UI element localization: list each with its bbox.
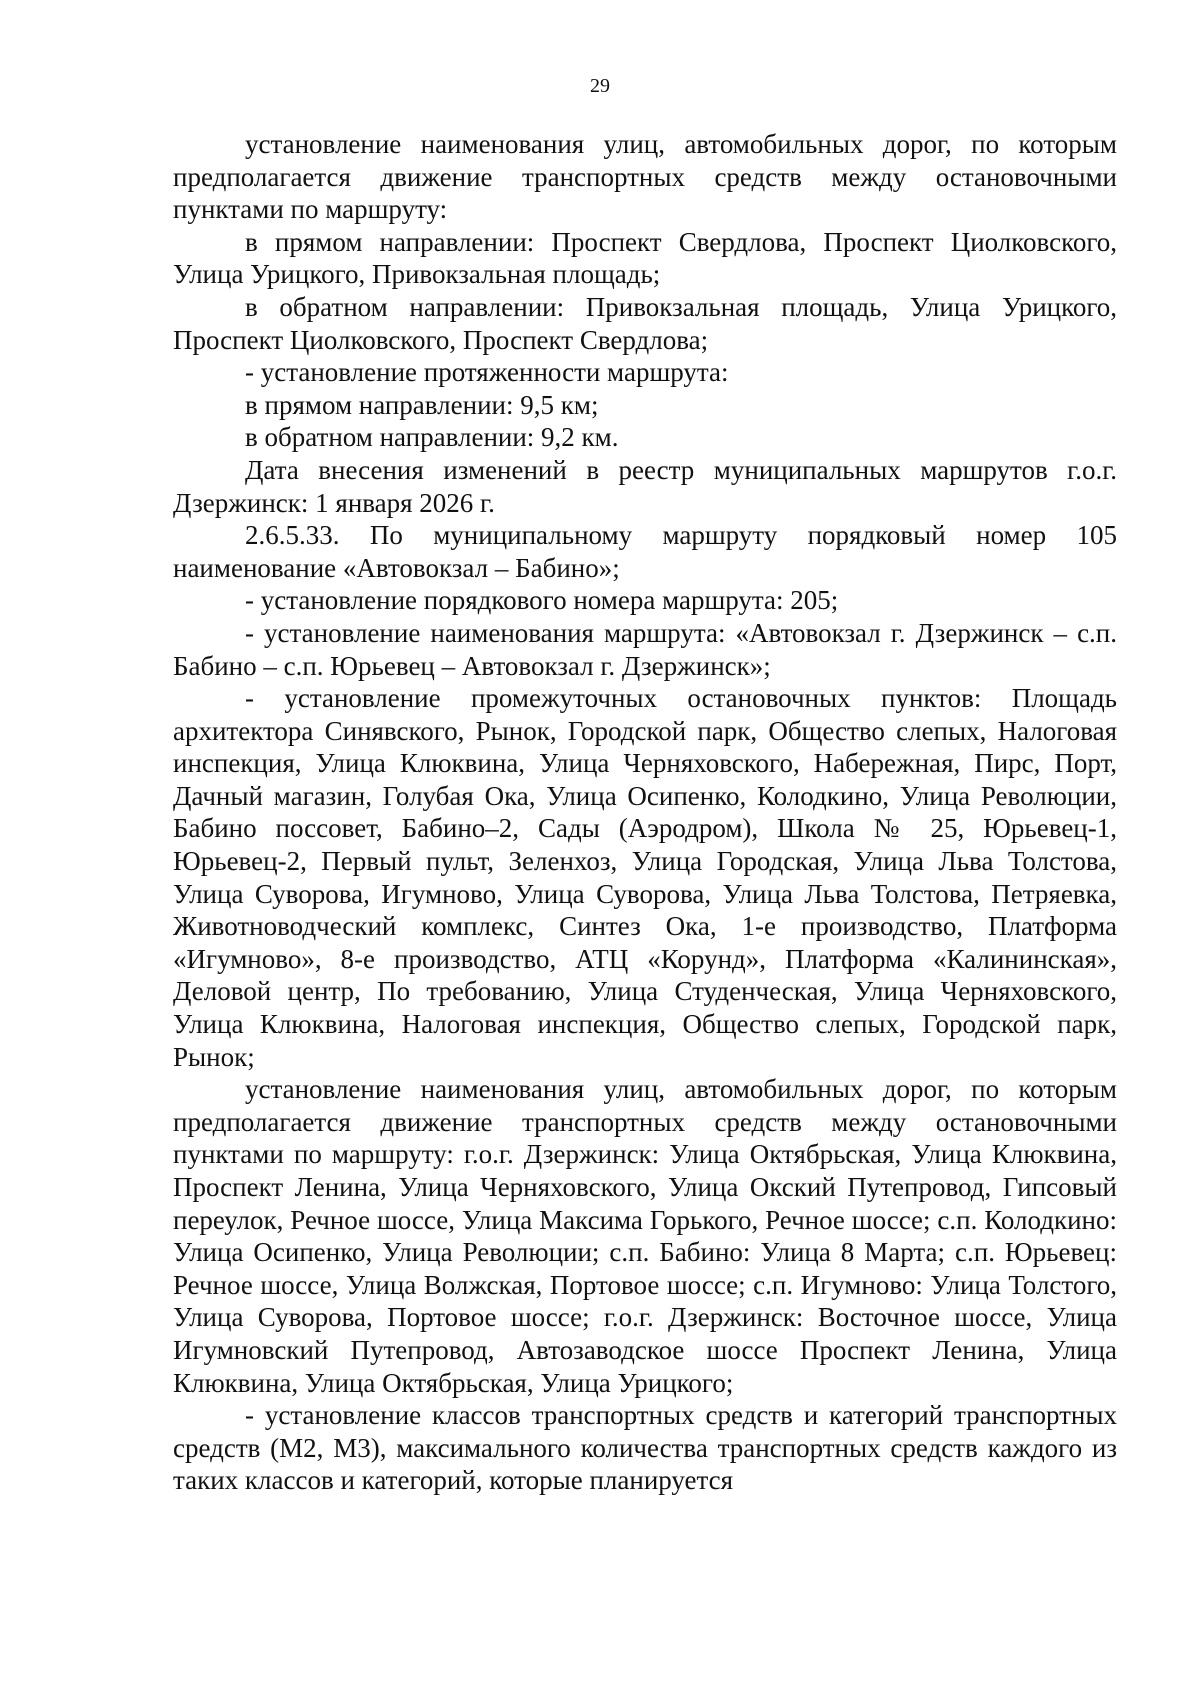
page-number: 29 <box>590 75 610 97</box>
paragraph-registry-date: Дата внесения изменений в реестр муниципальных маршрутов г.о.г. Дзержинск: 1 января 2026 г. <box>173 454 1117 518</box>
paragraph-route-name: - установление наименования маршрута: «Автовокзал г. Дзержинск – с.п. Бабино – с.п. Юрьевец – Автовокзал г. Дзержинск»; <box>173 617 1117 681</box>
paragraph-forward-direction-streets: в прямом направлении: Проспект Свердлова, Проспект Циолковского, Улица Урицкого, Привокзальная площадь; <box>173 226 1117 290</box>
paragraph-route-streets: установление наименования улиц, автомобильных дорог, по которым предполагается движение транспортных средств между остановочными пунктами по маршруту: г.о.г. Дзержинск: Улица Октябрьская, Улица Клюквина, Проспект Ленина, Улица Черняховского, Улица Окский Путепровод, Гипсовый переулок, Речное шоссе, Улица Максима Горького, Речное шоссе; с.п. Колодкино: Улица Осипенко, Улица Революции; с.п. Бабино: Улица 8 Марта; с.п. Юрьевец: Речное шоссе, Улица Волжская, Портовое шоссе; с.п. Игумново: Улица Толстого, Улица Суворова, Портовое шоссе; г.о.г. Дзержинск: Восточное шоссе, Улица Игумновский Путепровод, Автозаводское шоссе Проспект Ленина, Улица Клюквина, Улица Октябрьская, Улица Урицкого; <box>173 1074 1117 1398</box>
paragraph-route-number: - установление порядкового номера маршрута: 205; <box>245 585 839 616</box>
paragraph-intermediate-stops: - установление промежуточных остановочных пунктов: Площадь архитектора Синявского, Рынок, Городской парк, Общество слепых, Налоговая инспекция, Улица Клюквина, Улица Черняховского, Набережная, Пирс, Порт, Дачный магазин, Голубая Ока, Улица Осипенко, Колодкино, Улица Революции, Бабино поссовет, Бабино–2, Сады (Аэродром), Школа № 25, Юрьевец-1, Юрьевец-2, Первый пульт, Зеленхоз, Улица Городская, Улица Льва Толстова, Улица Суворова, Игумново, Улица Суворова, Улица Льва Толстова, Петряевка, Животноводческий комплекс, Синтез Ока, 1-е производство, Платформа «Игумново», 8-е производство, АТЦ «Корунд», Платформа «Калининская», Деловой центр, По требованию, Улица Студенческая, Улица Черняховского, Улица Клюквина, Налоговая инспекция, Общество слепых, Городской парк, Рынок; <box>173 683 1117 1072</box>
paragraph-street-names-intro: установление наименования улиц, автомобильных дорог, по которым предполагается движение транспортных средств между остановочными пунктами по маршруту: <box>173 129 1117 225</box>
paragraph-route-length-heading: - установление протяженности маршрута: <box>245 357 729 388</box>
document-body <box>173 128 1117 1497</box>
paragraph-reverse-direction-streets: в обратном направлении: Привокзальная площадь, Улица Урицкого, Проспект Циолковского, Проспект Свердлова; <box>173 291 1117 355</box>
paragraph-vehicle-classes: - установление классов транспортных средств и категорий транспортных средств (М2, М3), максимального количества транспортных средств каждого из таких классов и категорий, которые планируется <box>173 1400 1117 1496</box>
paragraph-section-2-6-5-33: 2.6.5.33. По муниципальному маршруту порядковый номер 105 наименование «Автовокзал – Бабино»; <box>173 520 1117 583</box>
paragraph-forward-length: в прямом направлении: 9,5 км; <box>245 389 599 420</box>
paragraph-reverse-length: в обратном направлении: 9,2 км. <box>245 422 619 453</box>
